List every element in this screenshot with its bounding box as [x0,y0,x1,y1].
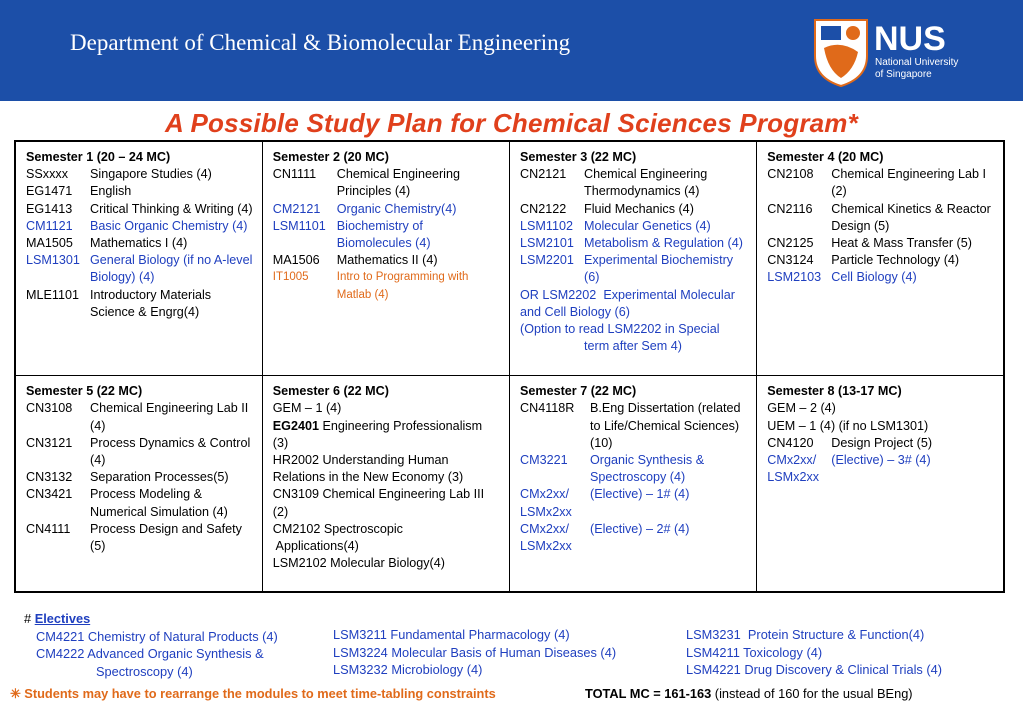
module-row [26,400,253,434]
module-row [767,269,994,286]
module-code: CN4120 [767,435,814,450]
module-row [767,435,994,452]
module-code: CM1121 [26,218,73,233]
module-name: Basic Organic Chemistry (4) [90,218,248,233]
module-line: GEM – 1 (4) [272,401,342,416]
header-banner [0,0,1023,101]
module-name: (Elective) – 1# (4) [590,487,690,502]
module-row [520,287,747,321]
table-row [15,376,1004,592]
elective-item: LSM3232 Microbiology (4) [333,662,483,677]
module-name: Introductory Materials Science & Engrg(4) [90,287,212,319]
total-mc-label: TOTAL MC = 161-163 [585,686,712,701]
semester-heading: Semester 6 (22 MC) [272,384,389,399]
logo-text: NUS [874,20,946,58]
module-row [26,521,253,555]
module-row [273,252,500,269]
module-code: LSM1101 [272,218,326,233]
module-code-alt: LSMx2xx [520,504,572,519]
elective-item: CM4222 Advanced Organic Synthesis & [36,646,264,661]
module-row [273,201,500,218]
module-name: Metabolism & Regulation (4) [584,236,743,251]
module-name: Experimental Molecular and Cell Biology (6) [520,287,735,319]
module-code-alt: LSMx2xx [520,539,572,554]
module-row [26,287,253,321]
module-line: CN3109 Chemical Engineering Lab III (2) [272,487,485,519]
module-row [767,452,994,469]
department-title: Department of Chemical & Biomolecular Engineering [70,30,571,55]
module-row [520,521,747,538]
module-name: Intro to Programming with Matlab (4) [336,271,469,301]
module-name: Cell Biology (4) [831,270,917,285]
module-code: EG2401 [272,418,319,433]
module-row [26,486,253,520]
module-code: CN2122 [520,201,567,216]
module-row [273,166,500,200]
timetabling-note: ✳ Students may have to rearrange the modules to meet time-tabling constraints [10,686,496,701]
module-line: GEM – 2 (4) [767,401,836,416]
module-name: English [90,184,132,199]
module-code: CN2125 [767,236,814,251]
module-row [273,218,500,252]
module-name: Chemical Kinetics & Reactor Design (5) [831,201,991,233]
semester-6-cell [262,376,509,592]
module-code: LSM2103 [767,270,822,285]
semester-8-cell [757,376,1004,592]
logo-subtitle-2: of Singapore [875,69,932,80]
module-row [520,218,747,235]
option-note-line-1: (Option to read LSM2202 in Special [520,322,720,337]
module-code: EG1471 [26,184,73,199]
semester-2-cell [262,141,509,376]
logo-subtitle-1: National University [875,57,959,68]
module-name: Mathematics I (4) [90,236,188,251]
module-code: CN2121 [520,167,567,182]
module-name: Process Modeling & Numerical Simulation (4) [90,487,228,519]
semester-3-cell [510,141,757,376]
module-name: Engineering Professionalism (3) [272,418,483,450]
semester-heading: Semester 2 (20 MC) [272,150,389,164]
module-name: Molecular Genetics (4) [584,218,711,233]
module-code: CN3421 [26,487,73,502]
table-row [15,141,1004,376]
module-row [520,201,747,218]
total-mc-note: (instead of 160 for the usual BEng) [711,686,913,701]
semester-heading: Semester 7 (22 MC) [520,384,637,399]
elective-item: CM4221 Chemistry of Natural Products (4) [36,628,278,644]
study-plan-table [14,140,1005,593]
module-row [26,252,253,286]
module-code: MA1506 [272,253,320,268]
module-code: LSM1301 [26,253,80,268]
module-row [26,435,253,469]
module-name: Process Design and Safety (5) [90,521,242,554]
module-code: SSxxxx [26,167,68,182]
module-row [26,235,253,252]
module-code: CMx2xx/ [520,521,569,536]
page-title: A Possible Study Plan for Chemical Sciences Program* [165,108,858,138]
semester-heading: Semester 8 (13-17 MC) [767,384,902,399]
electives-list [24,610,278,680]
module-row [26,469,253,486]
module-row [520,235,747,252]
elective-item: LSM4211 Toxicology (4) [686,644,823,660]
module-code: CM2121 [272,201,321,216]
module-code: CN1111 [272,167,317,182]
module-code: CMx2xx/ [767,453,817,468]
module-row [273,269,500,303]
hash-marker: # [24,611,35,626]
module-code: IT1005 [272,271,309,284]
elective-item: Spectroscopy (4) [96,663,193,679]
option-note-line-2: term after Sem 4) [584,339,682,354]
module-code: MA1505 [26,236,73,251]
module-code: LSM2201 [520,253,574,268]
elective-item: LSM3224 Molecular Basis of Human Diseases (4) [333,644,617,660]
nus-logo [812,18,1012,88]
elective-item: LSM3231 Protein Structure & Function(4) [686,627,925,642]
module-name: Particle Technology (4) [831,253,960,268]
module-line: LSM2102 Molecular Biology(4) [272,556,445,571]
module-name: Chemical Engineering Thermodynamics (4) [584,167,708,199]
module-name: Organic Synthesis & Spectroscopy (4) [590,453,705,485]
module-name: Organic Chemistry(4) [336,201,457,216]
module-name: B.Eng Dissertation (related to Life/Chemical Sciences) (10) [590,401,741,450]
module-name: Heat & Mass Transfer (5) [831,236,972,251]
semester-heading: Semester 5 (22 MC) [26,384,143,399]
module-code: LSM1102 [520,218,573,233]
module-code: CM3221 [520,453,568,468]
module-line: CM2102 Spectroscopic [272,521,403,536]
semester-heading: Semester 1 (20 – 24 MC) [26,150,171,164]
module-name: Fluid Mechanics (4) [584,201,694,216]
option-note [520,321,747,355]
module-row [767,252,994,269]
module-name: Chemical Engineering Lab II (4) [90,401,249,433]
electives-heading [24,610,278,628]
module-row [520,452,747,486]
module-name: Biochemistry of Biomolecules (4) [336,218,431,251]
module-code: CN3121 [26,435,73,450]
total-mc [585,686,913,701]
module-code: MLE1101 [26,287,79,302]
semester-7-cell [510,376,757,592]
module-name: Critical Thinking & Writing (4) [90,201,253,216]
module-code: EG1413 [26,201,73,216]
module-row [520,486,747,503]
module-row [767,201,994,235]
module-name: Process Dynamics & Control (4) [90,435,251,468]
module-code: CN3132 [26,470,73,485]
module-name: Chemical Engineering Lab I (2) [831,167,986,199]
module-code: CN4118R [520,401,575,416]
module-row [26,201,253,218]
module-row [26,166,253,183]
module-row [26,183,253,200]
module-code: CMx2xx/ [520,487,569,502]
module-line: UEM – 1 (4) (if no LSM1301) [767,418,929,433]
semester-1-cell [15,141,262,376]
electives-column-3 [686,626,942,679]
module-row [520,252,747,286]
module-line [273,418,500,452]
module-row [26,218,253,235]
semester-heading: Semester 3 (22 MC) [520,150,637,164]
module-code: CN2116 [767,201,813,216]
module-row [520,400,747,452]
module-name: Chemical Engineering Principles (4) [336,167,460,199]
electives-title: Electives [34,611,91,626]
module-line: Applications(4) [272,539,359,554]
elective-item: LSM4221 Drug Discovery & Clinical Trials (4) [686,662,943,677]
module-code-alt: LSMx2xx [767,470,820,485]
module-row [767,235,994,252]
module-name: Singapore Studies (4) [90,167,212,182]
module-code: CN3108 [26,401,73,416]
semester-4-cell [757,141,1004,376]
nus-crest-icon [812,18,1012,88]
module-name: Separation Processes(5) [90,470,229,485]
module-row [767,166,994,200]
module-name: (Elective) – 2# (4) [590,521,690,536]
module-code: LSM2101 [520,236,574,251]
electives-column-2 [333,626,616,679]
module-row [520,166,747,200]
module-name: Design Project (5) [831,435,933,450]
module-line: HR2002 Understanding Human Relations in the New Economy (3) [272,453,464,485]
elective-item: LSM3211 Fundamental Pharmacology (4) [333,627,570,642]
module-name: Mathematics II (4) [336,253,438,268]
semester-heading: Semester 4 (20 MC) [767,150,884,164]
module-name: Experimental Biochemistry (6) [584,253,734,285]
module-code: OR LSM2202 [520,287,597,302]
module-name: (Elective) – 3# (4) [831,453,931,468]
module-name: General Biology (if no A-level Biology) (4) [90,253,253,285]
module-code: CN3124 [767,253,814,268]
module-code: CN4111 [26,521,71,536]
module-code: CN2108 [767,167,814,182]
semester-5-cell [15,376,262,592]
